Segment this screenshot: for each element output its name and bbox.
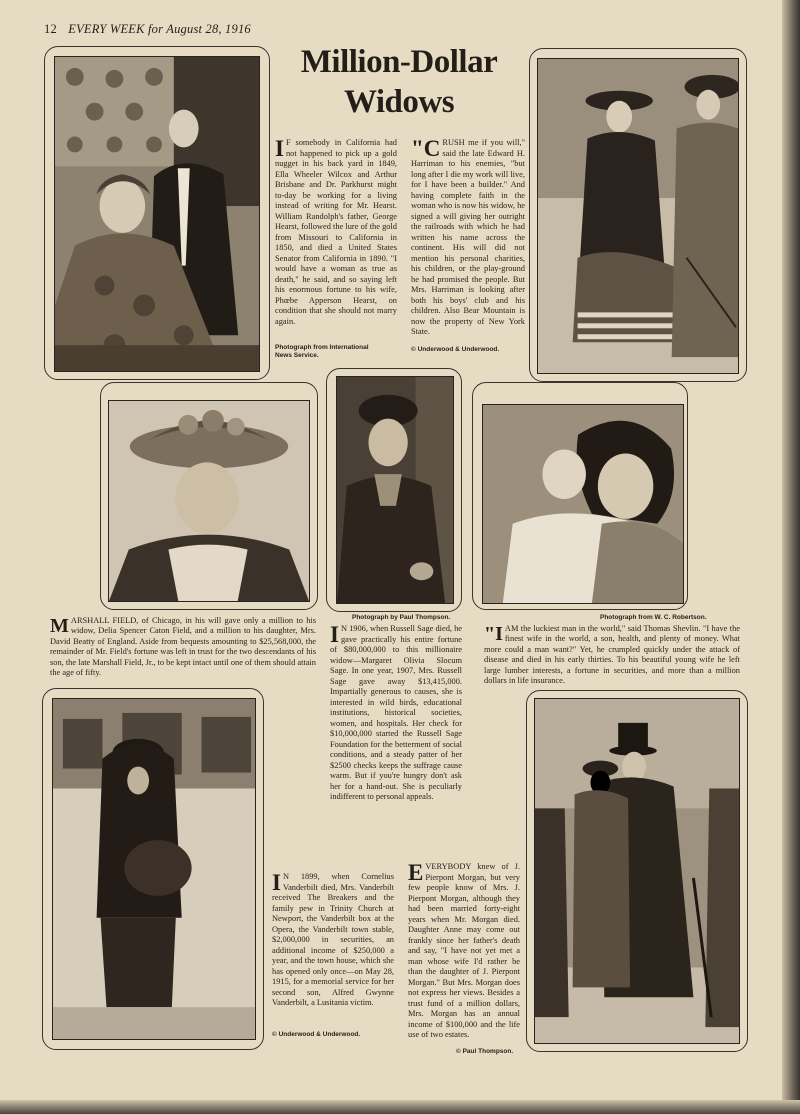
hearst-article	[275, 138, 397, 327]
field-drop-cap: M	[50, 615, 69, 637]
page-bottom-edge	[0, 1100, 800, 1114]
running-title: EVERY WEEK for August 28, 1916	[68, 22, 251, 36]
hearst-drop-cap: I	[275, 136, 284, 161]
hearst-photo	[54, 56, 260, 372]
shevlin-photo	[482, 404, 684, 604]
harriman-drop-cap: "C	[411, 136, 441, 161]
page-title	[268, 42, 530, 122]
shevlin-photo-credit: Photograph from W. C. Robertson.	[600, 614, 707, 621]
title-line-1: Million-Dollar	[300, 44, 498, 80]
morgan-photo	[534, 698, 740, 1044]
vanderbilt-photo-credit: © Underwood & Underwood.	[272, 1031, 361, 1038]
shevlin-drop-cap: "I	[484, 623, 503, 645]
harriman-text: RUSH me if you will," said the late Edward H. Harriman to his enemies, "but long after I die my work will live, for I have been a builder." And having complete faith in the woman who is now his widow, he signed a will giving her outright the railroads with which he had written his name across the continent. His will did not mention his personal charities, his children, or the play-ground he had promised the people. But Mrs. Harriman is looking after both his boys' club and his children. Also Bear Mountain is now the property of New York State.	[411, 138, 525, 336]
vanderbilt-text: N 1899, when Cornelius Vanderbilt died, Mrs. Vanderbilt received The Breakers and the family pew in Trinity Church at Newport, the Vanderbilt box at the Opera, the Vanderbilt town stable, $2,000,000 in securities, an additional income of $250,000 a year, and the town house, which she has opened only once—on May 28, 1915, for a memorial service for her second son, Alfred Gwynne Vanderbilt, a Lusitania victim.	[272, 872, 394, 1007]
morgan-article	[408, 862, 520, 1041]
harriman-article	[411, 138, 525, 338]
page-number: 12	[44, 22, 57, 36]
sage-article	[330, 624, 462, 803]
morgan-text: VERYBODY knew of J. Pierpont Morgan, but very few people know of Mrs. J. Pierpont Morgan, although they had been married forty-eight years when Mr. Morgan died. Daughter Anne may come out frankly since her father's death and say, "I have not yet met a man whose wife I'd rather be than the daughter of J. Pierpont Morgan." But Mrs. Morgan does not express her views. Besides a trust fund of a million dollars, Mrs. Morgan has an annual income of $100,000 and the life use of two estates.	[408, 862, 520, 1039]
shevlin-text: AM the luckiest man in the world," said Thomas Shevlin. "I have the finest wife in the world, a son, health, and plenty of money. What more could a man want?" Yet, he crumpled quickly under the attack of disease and died in his early thirties. To his beautiful young wife he left large lumber interests, a fortune in securities, and more than a million dollars in life insurance.	[484, 624, 740, 686]
sage-photo-credit: Photograph by Paul Thompson.	[352, 614, 451, 621]
field-photo	[108, 400, 310, 602]
vanderbilt-photo	[52, 698, 256, 1040]
page-right-edge	[782, 0, 800, 1114]
harriman-photo	[537, 58, 739, 374]
morgan-drop-cap: E	[408, 860, 424, 885]
sage-photo	[336, 376, 454, 604]
running-header	[44, 22, 251, 37]
sage-text: N 1906, when Russell Sage died, he gave practically his entire fortune of $80,000,000 to this millionaire widow—Margaret Olivia Slocum Sage. In one year, 1907, Mrs. Russell Sage gave away $13,415,000. Impartially generous to causes, she is interested in wild birds, educational institutions, historical societies, women, and hospitals. Her check for $10,000,000 started the Russell Sage Foundation for the betterment of social conditions, and a steady patter of her $2500 checks keeps the suffrage cause warm. But if you're hungry don't ask her for a hand-out. She is peculiarly indifferent to personal appeals.	[330, 624, 462, 801]
vanderbilt-drop-cap: I	[272, 870, 281, 895]
field-caption	[50, 616, 316, 678]
field-text: ARSHALL FIELD, of Chicago, in his will gave only a million to his widow, Delia Spencer Caton Field, and a million to his daughter, Mrs. David Beatty of England. Aside from bequests amounting to $25,568,000, the remainder of Mr. Field's fortune was left in trust for the two descendants of his son, the late Marshall Field, Jr., to be kept intact until one of them should attain the age of fifty.	[50, 616, 316, 678]
hearst-text: F somebody in California had not happened to pick up a gold nugget in his back yard in 1849, Ella Wheeler Wilcox and Arthur Brisbane and Dr. Parkhurst might to-day be working for a living instead of writing for Mr. Hearst. William Randolph's father, George Hearst, followed the lure of the gold from Missouri to California in 1850, and died a United States Senator from California in 1890. "I would have a woman as true as death," he said, and so saying left his enormous fortune to his wife, Phœbe Apperson Hearst, on condition that she should not marry again.	[275, 138, 397, 326]
morgan-photo-credit: © Paul Thompson.	[456, 1048, 514, 1055]
vanderbilt-article	[272, 872, 394, 1009]
shevlin-caption	[484, 624, 740, 686]
title-line-2: Widows	[343, 84, 455, 120]
sage-drop-cap: I	[330, 622, 339, 647]
harriman-photo-credit: © Underwood & Underwood.	[411, 346, 500, 353]
hearst-photo-credit: Photograph from International News Service.	[275, 344, 369, 359]
